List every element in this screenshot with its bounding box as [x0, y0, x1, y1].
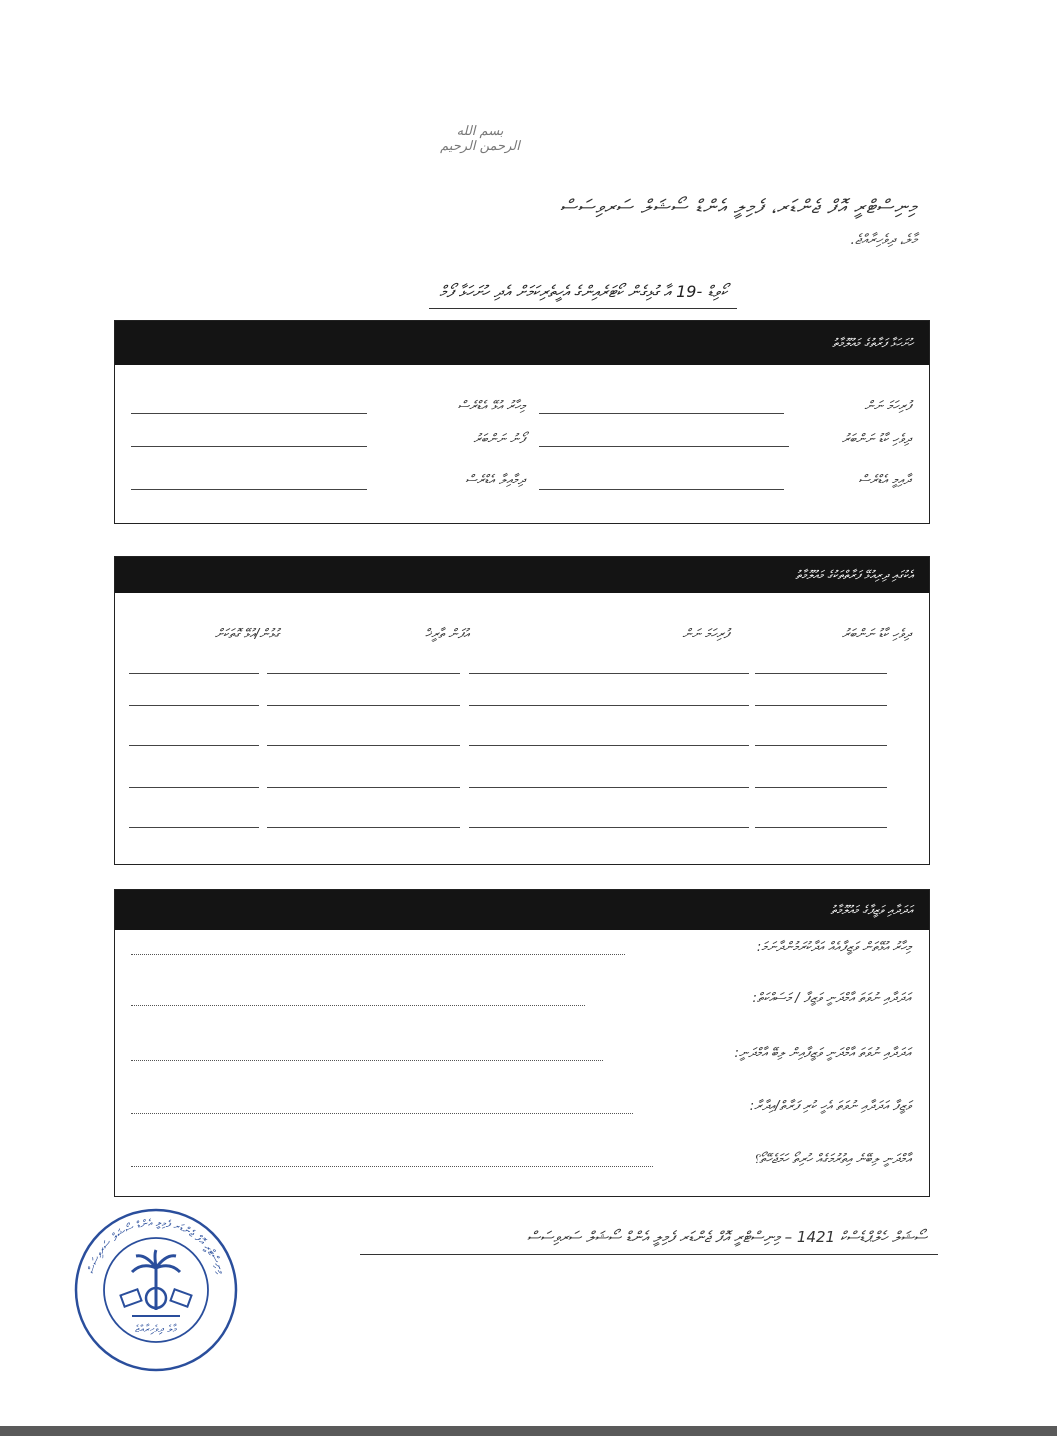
row-5-relationship[interactable]	[129, 827, 259, 828]
current-address-label: މިހާރު އުޅޭ އެޑްރެސް	[457, 399, 525, 414]
bismillah-calligraphy: بسم الله الرحمن الرحيم	[440, 124, 520, 154]
row-3-relationship[interactable]	[129, 745, 259, 746]
column-date-of-birth: އުފަން ތާރީޚް	[424, 627, 469, 642]
id-card-number-label: ދިވެހި ކާޑު ނަންބަރު	[841, 432, 911, 447]
question-job-type-label: އަދަދާއި ނުވަތަ އާމްދަނީ ވަޒީފާ / މަސައްކަތް:	[752, 991, 911, 1006]
row-5-full-name[interactable]	[469, 827, 749, 828]
row-3-date-of-birth[interactable]	[267, 745, 460, 746]
seal-bottom-text: މާލެ ދިވެހިރާއްޖެ	[135, 1324, 177, 1335]
applicant-info-section	[114, 320, 930, 524]
full-name-label: ފުރިހަމަ ނަން	[864, 399, 911, 414]
phone-number-label: ފޯނު ނަންބަރު	[473, 432, 525, 447]
row-4-id-card[interactable]	[755, 787, 887, 788]
question-current-job-field[interactable]	[131, 954, 625, 955]
current-address-field[interactable]	[131, 413, 367, 414]
question-job-type-field[interactable]	[131, 1005, 585, 1006]
row-2-id-card[interactable]	[755, 705, 887, 706]
footer-divider	[360, 1254, 938, 1255]
row-2-relationship[interactable]	[129, 705, 259, 706]
row-4-full-name[interactable]	[469, 787, 749, 788]
column-full-name: ފުރިހަމަ ނަން	[682, 627, 729, 642]
scan-edge-bar	[0, 1426, 1057, 1436]
employment-info-header: އަދަދާއި ވަޒީފާގެ މައުލޫމާތު	[115, 890, 929, 930]
row-1-date-of-birth[interactable]	[267, 673, 460, 674]
id-card-number-field[interactable]	[539, 446, 789, 447]
column-relationship: ގުޅުން/އުޅޭ ގޮތަކަށް	[214, 627, 279, 642]
applicant-info-header: ހުށަހަޅާ ފަރާތުގެ މައުލޫމާތު	[115, 321, 929, 365]
question-income-field[interactable]	[131, 1060, 603, 1061]
seal-ring-text: މިނިސްޓްރީ އޮފް ޖެންޑަރ ފެމިލީ އެންޑް ސޯޝަލް ސަރވިސަސް	[86, 1217, 226, 1276]
family-address-label: ދިމާއިލާ އެޑްރެސް	[465, 473, 525, 488]
footer-helpdesk-text: ސޯޝަލް ހެލްޕްޑެސްކް 1421 – މިނިސްޓްރީ އޮފް ޖެންޑަރ ފެމިލީ އެންޑް ސޯޝަލް ސަރވިސަސް	[526, 1228, 927, 1246]
permanent-address-label: ދާއިމީ އެޑްރެސް	[858, 473, 911, 488]
row-1-id-card[interactable]	[755, 673, 887, 674]
row-3-full-name[interactable]	[469, 745, 749, 746]
household-members-header: އެކުގައި ދިރިއުޅޭ ފަރާތްތަކުގެ މައުލޫމާތު	[115, 557, 929, 593]
row-1-relationship[interactable]	[129, 673, 259, 674]
question-employer-label: ވަޒީފާ އަދަދާއި ނުވަތަ އެހީ ކުރި ފަރާތް/އިދާރާ:	[749, 1099, 911, 1114]
employment-info-section	[114, 889, 930, 1197]
row-4-date-of-birth[interactable]	[267, 787, 460, 788]
row-2-full-name[interactable]	[469, 705, 749, 706]
question-other-income-label: އާމްދަނީ ލިބޭނެ އިތުރުމަގެއް ހުރިތޯ ހަމަޖެހޭތޯ؟	[753, 1152, 911, 1167]
row-2-date-of-birth[interactable]	[267, 705, 460, 706]
question-employer-field[interactable]	[131, 1113, 633, 1114]
phone-number-field[interactable]	[131, 446, 367, 447]
household-members-section	[114, 556, 930, 865]
question-current-job-label: މިހާރު އުޅޭތަން ވަޒީފާއެއް އަދާކުރަމުންދާނަމަ:	[756, 940, 911, 955]
row-1-full-name[interactable]	[469, 673, 749, 674]
seal-emblem-icon	[72, 1206, 240, 1374]
row-3-id-card[interactable]	[755, 745, 887, 746]
ministry-name: މިނިސްޓްރީ އޮފް ޖެންޑަރ، ފެމިލީ އެންޑް ސޯޝަލް ސަރވިސަސް	[559, 196, 917, 218]
column-id-card: ދިވެހި ކާޑު ނަންބަރު	[841, 627, 911, 642]
ministry-location: މާލެ، ދިވެހިރާއްޖެ.	[850, 232, 917, 248]
row-5-id-card[interactable]	[755, 827, 887, 828]
form-title: ކޯވިޑް -19 އާ ގުޅިގެން ކޯޓަރެއިންގެ އެހީތެރިކަމަށް އެދި ހުށަހަޅާ ފޯމް	[429, 282, 737, 309]
full-name-field[interactable]	[539, 413, 784, 414]
row-5-date-of-birth[interactable]	[267, 827, 460, 828]
row-4-relationship[interactable]	[129, 787, 259, 788]
permanent-address-field[interactable]	[539, 489, 784, 490]
ministry-seal	[72, 1206, 240, 1374]
question-other-income-field[interactable]	[131, 1166, 653, 1167]
question-income-label: އަދަދާއި ނުވަތަ އާމްދަނީ ވަޒީފާއިން ލިބޭ އާމްދަނީ:	[734, 1046, 911, 1061]
family-address-field[interactable]	[131, 489, 367, 490]
